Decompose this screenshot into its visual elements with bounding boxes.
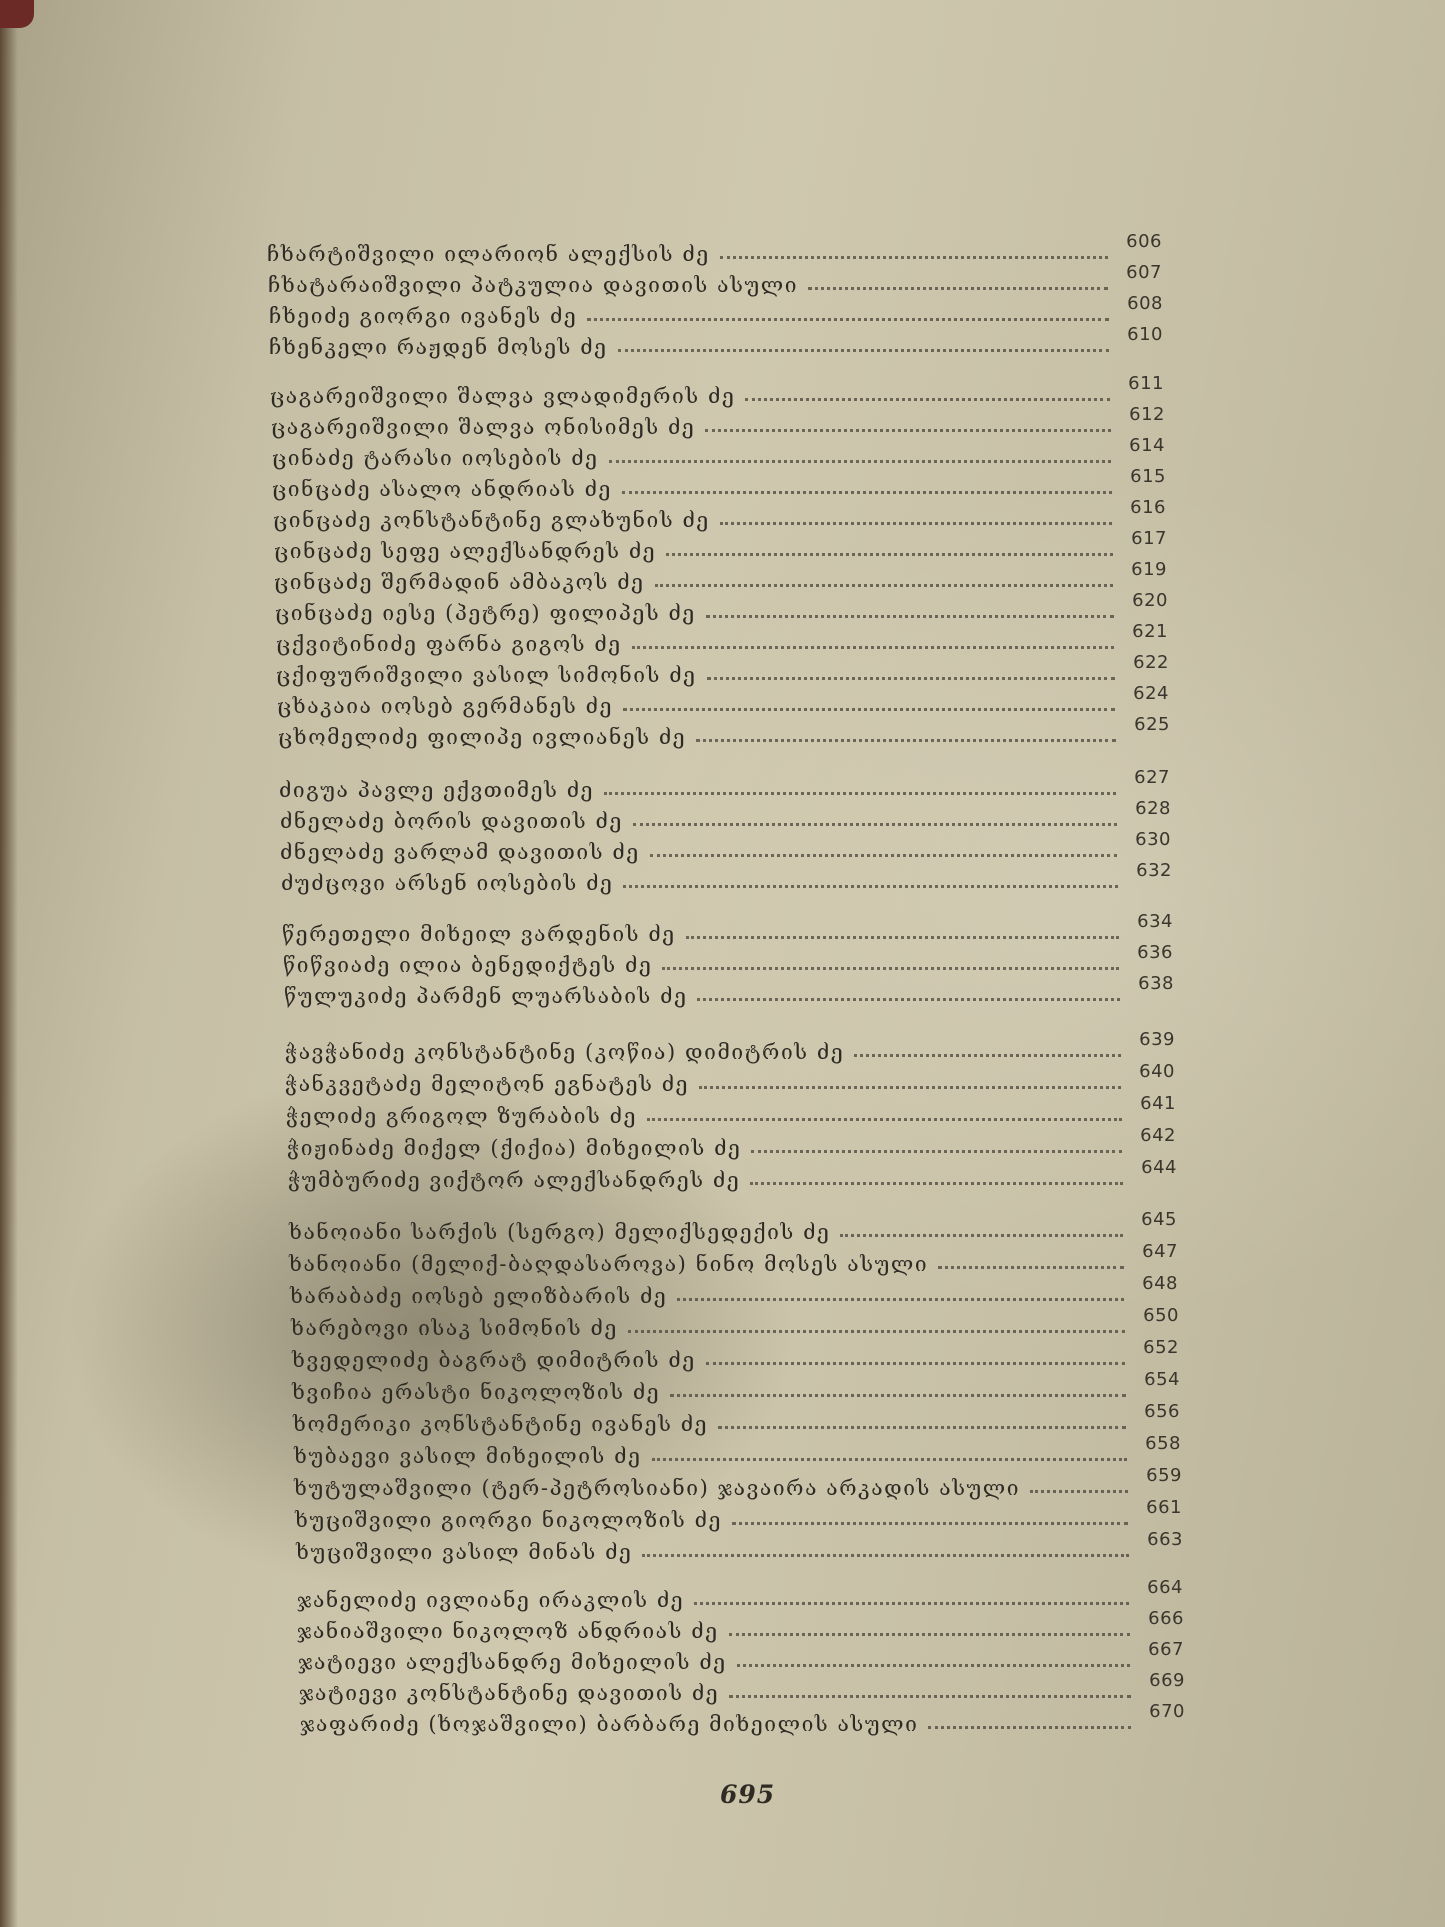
toc-entry-name: ჭელიძე გრიგოლ ზურაბის ძე <box>286 1104 637 1128</box>
toc-entry-name: ჯატიევი ალექსანდრე მიხეილის ძე <box>298 1650 727 1674</box>
dot-leader <box>628 1330 1125 1333</box>
toc-entry <box>276 621 1168 656</box>
dot-leader <box>718 1426 1126 1429</box>
toc-entry-page: 606 <box>1126 231 1162 252</box>
dot-leader <box>737 1664 1130 1667</box>
toc-entry-name: ცხაკაია იოსებ გერმანეს ძე <box>277 694 613 718</box>
toc-entry-name: ცინაძე ტარასი იოსების ძე <box>272 446 599 470</box>
toc-entry-name: წულუკიძე პარმენ ლუარსაბის ძე <box>284 984 688 1008</box>
toc-entry-page: 663 <box>1147 1529 1183 1550</box>
toc-entry <box>292 1369 1180 1404</box>
toc-entry-page: 621 <box>1132 621 1168 642</box>
toc-entry <box>275 590 1168 625</box>
toc-entry <box>274 528 1167 563</box>
toc-entry-page: 628 <box>1135 798 1171 819</box>
toc-entry-page: 615 <box>1130 466 1166 487</box>
toc-entry-name: ხანოიანი (მელიქ-ბაღდასაროვა) ნინო მოსეს ასული <box>289 1252 929 1276</box>
toc-entry-name: ჩხეიძე გიორგი ივანეს ძე <box>269 304 578 328</box>
dot-leader <box>928 1726 1131 1729</box>
toc-entry-name: ცინცაძე შერმადინ ამბაკოს ძე <box>274 570 645 594</box>
toc-entry-name: ჭავჭანიძე კონსტანტინე (კოწია) დიმიტრის ძე <box>285 1040 845 1064</box>
toc-entry-page: 632 <box>1136 860 1172 881</box>
page-number: 695 <box>720 1780 776 1809</box>
toc-entry-name: ჯაფარიძე (ხოჯაშვილი) ბარბარე მიხეილის ასული <box>300 1712 919 1736</box>
toc-entry <box>267 231 1162 266</box>
toc-entry-name: წერეთელი მიხეილ ვარდენის ძე <box>282 922 676 946</box>
dot-leader <box>622 491 1112 494</box>
dot-leader <box>694 1602 1129 1605</box>
toc-entry <box>283 942 1173 977</box>
toc-entry-name: ცქიფურიშვილი ვასილ სიმონის ძე <box>276 663 697 687</box>
toc-entry-page: 667 <box>1148 1639 1184 1660</box>
toc-entry-name: ხუბაევი ვასილ მიხეილის ძე <box>294 1444 642 1468</box>
toc-entry-page: 644 <box>1141 1157 1177 1178</box>
toc-entry <box>287 1125 1176 1160</box>
toc-entry-page: 636 <box>1137 942 1173 963</box>
toc-entry <box>276 652 1169 687</box>
dot-leader <box>745 398 1110 401</box>
toc-entry-name: ცინცაძე იესე (პეტრე) ფილიპეს ძე <box>275 601 696 625</box>
toc-entry <box>269 293 1163 328</box>
toc-entry-name: ხომერიკი კონსტანტინე ივანეს ძე <box>293 1412 709 1436</box>
toc-entry-page: 652 <box>1143 1337 1179 1358</box>
dot-leader <box>750 1182 1123 1185</box>
toc-entry-name: ცინცაძე კონსტანტინე გლახუნის ძე <box>273 508 710 532</box>
toc-entry <box>281 860 1172 895</box>
toc-entry <box>268 262 1162 297</box>
dot-leader <box>729 1633 1130 1636</box>
dot-leader <box>686 936 1119 939</box>
toc-entry-name: ხუციშვილი ვასილ მინას ძე <box>296 1540 633 1564</box>
toc-entry <box>294 1465 1182 1500</box>
dot-leader <box>840 1234 1123 1237</box>
dot-leader <box>623 708 1115 711</box>
toc-entry-page: 661 <box>1146 1497 1182 1518</box>
toc-entry <box>270 373 1164 408</box>
toc-entry-name: ჩხატარაიშვილი პატკულია დავითის ასული <box>268 273 799 297</box>
toc-entry-page: 645 <box>1141 1209 1177 1230</box>
dot-leader <box>587 318 1109 321</box>
toc-entry <box>300 1701 1185 1736</box>
toc-entry-name: ცქვიტინიძე ფარნა გიგოს ძე <box>276 632 622 656</box>
toc-entry-page: 642 <box>1140 1125 1176 1146</box>
toc-entry-page: 670 <box>1149 1701 1185 1722</box>
dot-leader <box>854 1054 1121 1057</box>
toc-entry <box>278 714 1170 749</box>
toc-entry-page: 624 <box>1133 683 1169 704</box>
toc-entry <box>288 1157 1177 1192</box>
toc-entry <box>272 466 1166 501</box>
dot-leader <box>604 792 1116 795</box>
dot-leader <box>632 646 1114 649</box>
toc-entry-page: 608 <box>1127 293 1163 314</box>
dot-leader <box>938 1266 1124 1269</box>
toc-entry-page: 619 <box>1131 559 1167 580</box>
toc-entry <box>296 1529 1183 1564</box>
toc-entry-name: ცაგარეიშვილი შალვა ვლადიმერის ძე <box>270 384 736 408</box>
dot-leader <box>808 287 1108 290</box>
dot-leader <box>633 823 1117 826</box>
toc-entry-page: 612 <box>1129 404 1165 425</box>
toc-entry <box>290 1273 1178 1308</box>
toc-entry-page: 638 <box>1138 973 1174 994</box>
toc-entry-page: 656 <box>1144 1401 1180 1422</box>
dot-leader <box>677 1298 1124 1301</box>
dot-leader <box>696 739 1116 742</box>
toc-entry-page: 634 <box>1137 911 1173 932</box>
toc-entry <box>297 1577 1183 1612</box>
dot-leader <box>642 1554 1129 1557</box>
toc-entry-name: ძიგუა პავლე ექვთიმეს ძე <box>279 778 595 802</box>
toc-entry-page: 625 <box>1134 714 1170 735</box>
toc-entry-page: 630 <box>1135 829 1171 850</box>
toc-entry-page: 611 <box>1128 373 1164 394</box>
toc-entry <box>299 1670 1185 1705</box>
dot-leader <box>720 522 1112 525</box>
toc-entry <box>269 324 1163 359</box>
dot-leader <box>666 553 1113 556</box>
toc-entry-name: ჩხენკელი რაჟდენ მოსეს ძე <box>269 335 608 359</box>
toc-entry-page: 614 <box>1129 435 1165 456</box>
toc-entry <box>289 1209 1177 1244</box>
toc-entry-page: 610 <box>1127 324 1163 345</box>
toc-entry-name: წიწვიაძე ილია ბენედიქტეს ძე <box>283 953 653 977</box>
toc-entry-page: 659 <box>1146 1465 1182 1486</box>
toc-entry-name: ჯანიაშვილი ნიკოლოზ ანდრიას ძე <box>297 1619 719 1643</box>
dot-leader <box>699 1086 1121 1089</box>
toc-entry-name: ცხომელიძე ფილიპე ივლიანეს ძე <box>278 725 687 749</box>
dot-leader <box>647 1118 1122 1121</box>
toc-entry-page: 669 <box>1149 1670 1185 1691</box>
toc-entry-page: 616 <box>1130 497 1166 518</box>
toc-entry-name: ჭუმბურიძე ვიქტორ ალექსანდრეს ძე <box>288 1168 741 1192</box>
toc-entry-name: ხუციშვილი გიორგი ნიკოლოზის ძე <box>295 1508 722 1532</box>
toc-entry-page: 650 <box>1143 1305 1179 1326</box>
toc-entry-page: 648 <box>1142 1273 1178 1294</box>
toc-entry <box>291 1305 1179 1340</box>
toc-entry <box>289 1241 1178 1276</box>
toc-entry <box>293 1401 1180 1436</box>
dot-leader <box>729 1695 1131 1698</box>
toc-entry <box>273 497 1166 532</box>
toc-entry <box>279 767 1170 802</box>
toc-entry <box>286 1093 1176 1128</box>
dot-leader <box>650 854 1117 857</box>
toc-entry <box>285 1029 1175 1064</box>
dot-leader <box>670 1394 1126 1397</box>
toc-entry-name: ჭანკვეტაძე მელიტონ ეგნატეს ძე <box>285 1072 690 1096</box>
dot-leader <box>652 1458 1128 1461</box>
dot-leader <box>609 460 1111 463</box>
dot-leader <box>751 1150 1122 1153</box>
dot-leader <box>720 256 1108 259</box>
toc-entry-page: 641 <box>1140 1093 1176 1114</box>
toc-entry-page: 664 <box>1147 1577 1183 1598</box>
toc-entry-name: ძუძცოვი არსენ იოსების ძე <box>281 871 614 895</box>
toc-entry-page: 640 <box>1139 1061 1175 1082</box>
toc-entry <box>295 1497 1182 1532</box>
dot-leader <box>623 885 1118 888</box>
toc-entry <box>280 798 1171 833</box>
toc-entry-name: ჩხარტიშვილი ილარიონ ალექსის ძე <box>267 242 710 266</box>
toc-entry <box>298 1639 1184 1674</box>
toc-entry-name: ჯანელიძე ივლიანე ირაკლის ძე <box>297 1588 685 1612</box>
toc-entry <box>297 1608 1184 1643</box>
dot-leader <box>662 967 1119 970</box>
dot-leader <box>707 677 1115 680</box>
toc-entry-page: 620 <box>1132 590 1168 611</box>
dot-leader <box>706 615 1114 618</box>
toc-entry-name: ხვიჩია ერასტი ნიკოლოზის ძე <box>292 1380 661 1404</box>
toc-entry-name: ძნელაძე ბორის დავითის ძე <box>280 809 623 833</box>
toc-entry <box>285 1061 1175 1096</box>
dot-leader <box>655 584 1113 587</box>
dot-leader <box>732 1522 1128 1525</box>
toc-entry-page: 639 <box>1139 1029 1175 1050</box>
toc-entry <box>282 911 1173 946</box>
toc-entry <box>292 1337 1179 1372</box>
toc-entry-name: ძნელაძე ვარლამ დავითის ძე <box>280 840 640 864</box>
toc-entry-name: ცინცაძე სეფე ალექსანდრეს ძე <box>274 539 657 563</box>
toc-entry-name: ხანოიანი სარქის (სერგო) მელიქსედექის ძე <box>289 1220 831 1244</box>
dot-leader <box>706 1362 1125 1365</box>
toc-entry <box>284 973 1174 1008</box>
toc-entry-page: 627 <box>1134 767 1170 788</box>
toc-entry-page: 654 <box>1144 1369 1180 1390</box>
toc-entry-page: 658 <box>1145 1433 1181 1454</box>
toc-entry-name: ცაგარეიშვილი შალვა ონისიმეს ძე <box>271 415 696 439</box>
dot-leader <box>705 429 1111 432</box>
dot-leader <box>618 349 1109 352</box>
toc-entry <box>272 435 1165 470</box>
toc-entry-name: ხარაბაძე იოსებ ელიზბარის ძე <box>290 1284 668 1308</box>
toc-entry-name: ხვედელიძე ბაგრატ დიმიტრის ძე <box>292 1348 696 1372</box>
toc-entry-page: 647 <box>1142 1241 1178 1262</box>
toc-entry-name: ჭიჟინაძე მიქელ (ქიქია) მიხეილის ძე <box>287 1136 742 1160</box>
toc-entry-page: 607 <box>1126 262 1162 283</box>
toc-entry <box>294 1433 1181 1468</box>
toc-entry-page: 666 <box>1148 1608 1184 1629</box>
toc-entry <box>277 683 1169 718</box>
toc-entry-name: ხუტულაშვილი (ტერ-პეტროსიანი) ჯავაირა არკადის ასული <box>294 1476 1021 1500</box>
toc-entry <box>274 559 1167 594</box>
toc-entry <box>271 404 1165 439</box>
toc-entry-page: 617 <box>1131 528 1167 549</box>
toc-entry-name: ჯატიევი კონსტანტინე დავითის ძე <box>299 1681 720 1705</box>
toc-entry-page: 622 <box>1133 652 1169 673</box>
toc-entry-name: ცინცაძე ასალო ანდრიას ძე <box>272 477 612 501</box>
dot-leader <box>1030 1490 1128 1493</box>
toc-entry-name: ხარებოვი ისაკ სიმონის ძე <box>291 1316 618 1340</box>
dot-leader <box>697 998 1120 1001</box>
toc-entry <box>280 829 1171 864</box>
